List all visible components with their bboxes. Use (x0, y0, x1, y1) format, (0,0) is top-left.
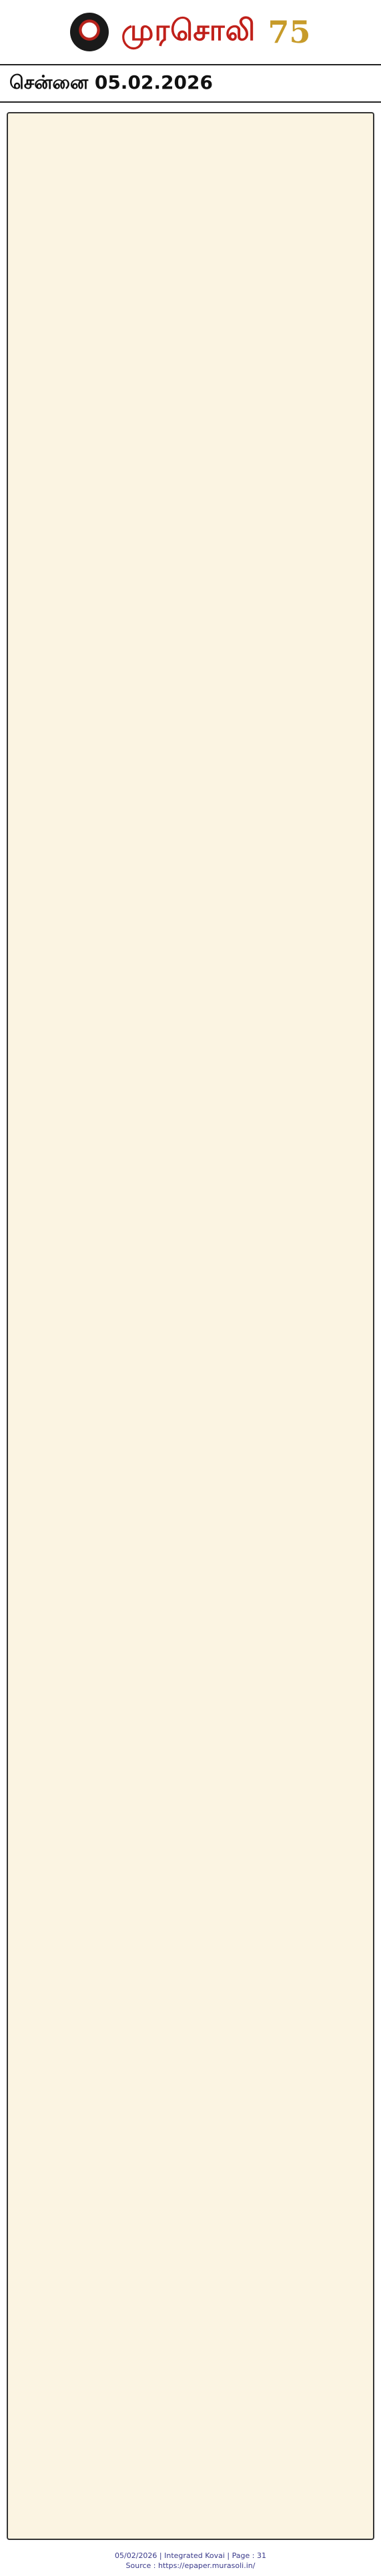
section-paragraph (17, 814, 364, 842)
section-paragraph (17, 846, 364, 874)
section-paragraph (17, 141, 364, 169)
footer-source-line[interactable]: Source : https://epaper.murasoli.in/ (125, 2561, 256, 2570)
section-heading (17, 880, 364, 894)
section-paragraph (17, 594, 364, 622)
section-paragraph (17, 762, 364, 790)
section-paragraph (17, 1098, 364, 1126)
section-paragraph (17, 510, 364, 538)
section-heading (17, 712, 364, 726)
section-heading (17, 124, 364, 137)
section-paragraph (17, 730, 364, 758)
footer-edition-line: 05/02/2026 | Integrated Kovai | Page : 31 (115, 2551, 266, 2560)
section-paragraph (17, 426, 364, 454)
section-paragraph (17, 898, 364, 926)
section-paragraph (17, 1182, 364, 1210)
dateline: சென்னை 05.02.2026 (0, 65, 381, 103)
section-heading (17, 292, 364, 305)
section-heading (17, 964, 364, 978)
brand-logo: முரசொலி (121, 13, 256, 47)
section-paragraph (17, 478, 364, 506)
section-paragraph (17, 173, 364, 201)
section-paragraph (17, 982, 364, 1010)
section-paragraph (17, 394, 364, 422)
section-paragraph (17, 342, 364, 370)
section-heading (17, 1217, 364, 1230)
section-heading (17, 544, 364, 558)
section-paragraph (17, 1150, 364, 1178)
section-heading (17, 1133, 364, 1146)
anniversary-logo: 75 (268, 14, 311, 50)
section-heading (17, 1049, 364, 1062)
section-paragraph (17, 646, 364, 674)
section-paragraph (17, 309, 364, 338)
section-paragraph (17, 562, 364, 590)
article-column (7, 112, 374, 2540)
page-footer (0, 2551, 381, 2571)
section-paragraph (17, 1234, 364, 1262)
section-heading (17, 460, 364, 474)
section-heading (17, 208, 364, 221)
section-paragraph (17, 1066, 364, 1094)
section-paragraph (17, 257, 364, 285)
section-heading (17, 376, 364, 390)
party-seal-logo (70, 13, 109, 51)
section-heading (17, 796, 364, 810)
section-paragraph (17, 678, 364, 706)
section-paragraph (17, 1266, 364, 1294)
masthead (0, 0, 381, 65)
section-paragraph (17, 930, 364, 958)
section-paragraph (17, 225, 364, 253)
section-heading (17, 628, 364, 642)
section-paragraph (17, 1014, 364, 1042)
